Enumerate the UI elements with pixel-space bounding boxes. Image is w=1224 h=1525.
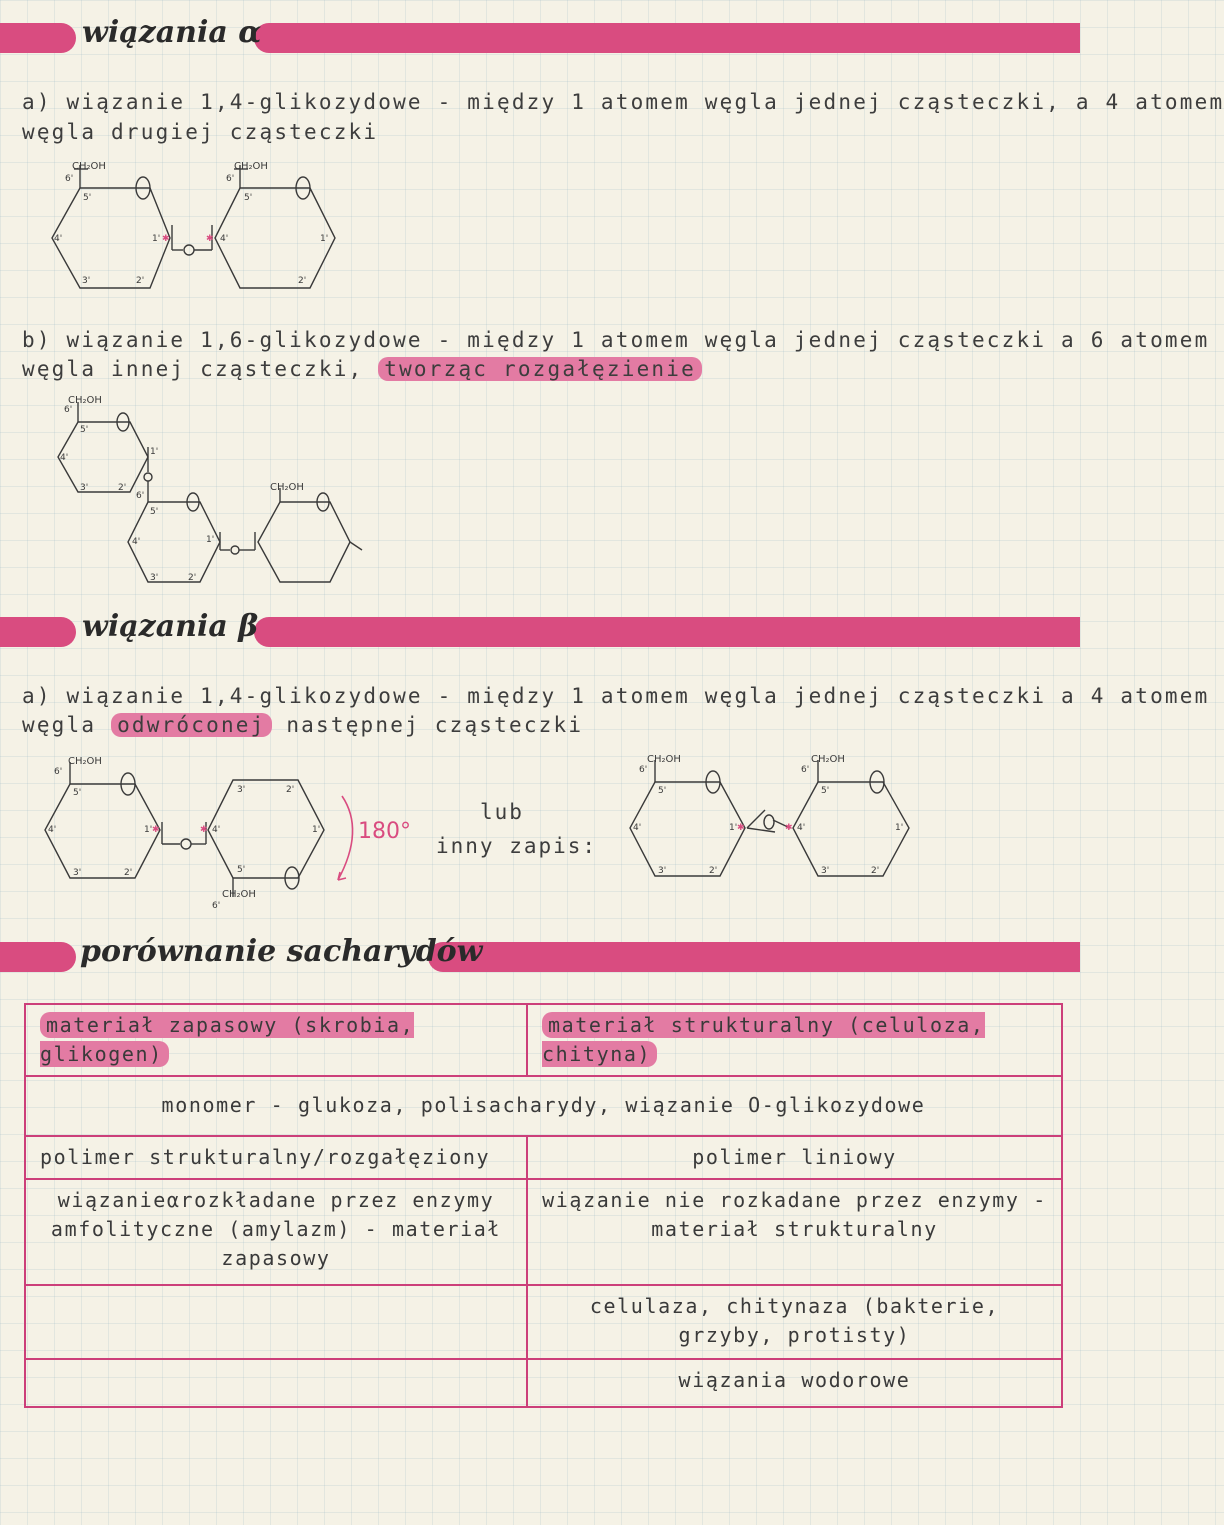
table-cell: [25, 1285, 527, 1359]
rotation-label: 180°: [358, 819, 411, 844]
alpha-a-line1: a) wiązanie 1,4-glikozydowe - między 1 atomem węgla jednej cząsteczki, a 4 atomem: [22, 90, 1224, 114]
beta-a-highlight: odwróconej: [111, 713, 271, 737]
svg-text:3': 3': [658, 866, 667, 876]
table-row: [25, 1179, 1062, 1285]
alpha-a-line2: węgla drugiej cząsteczki: [22, 120, 379, 144]
svg-text:CH₂OH: CH₂OH: [811, 754, 845, 765]
svg-text:3': 3': [80, 483, 89, 493]
table-row: [25, 1004, 1062, 1076]
svg-text:✱: ✱: [737, 823, 745, 833]
table-cell-monomer: monomer - glukoza, polisacharydy, wiązanie O-glikozydowe: [25, 1076, 1062, 1136]
ch2oh-label: CH₂OH: [72, 161, 106, 172]
svg-text:3': 3': [82, 276, 91, 286]
table-header-right: materiał strukturalny (celuloza, chityna): [527, 1004, 1062, 1076]
section-heading-alpha: wiązania α: [82, 15, 262, 50]
svg-text:4': 4': [48, 825, 57, 835]
svg-text:CH₂OH: CH₂OH: [68, 756, 102, 767]
svg-text:5': 5': [237, 865, 246, 875]
svg-text:5': 5': [80, 425, 89, 435]
svg-text:4': 4': [212, 825, 221, 835]
svg-text:1': 1': [312, 825, 321, 835]
svg-text:2': 2': [188, 573, 197, 583]
svg-text:✱: ✱: [785, 823, 793, 833]
svg-text:3': 3': [237, 785, 246, 795]
svg-text:CH₂OH: CH₂OH: [234, 161, 268, 172]
svg-text:3': 3': [73, 868, 82, 878]
beta-a-line2-pre: węgla: [22, 713, 97, 737]
svg-text:6': 6': [54, 767, 63, 777]
svg-text:4': 4': [132, 537, 141, 547]
svg-text:3': 3': [150, 573, 159, 583]
svg-text:CH₂OH: CH₂OH: [68, 395, 102, 406]
svg-text:1': 1': [729, 823, 738, 833]
svg-text:✱: ✱: [206, 234, 214, 244]
table-header-left: materiał zapasowy (skrobia, glikogen): [25, 1004, 527, 1076]
alpha-b-line1: b) wiązanie 1,6-glikozydowe - między 1 atomem węgla jednej cząsteczki a 6 atomem: [22, 328, 1210, 352]
table-cell: wiązanie nie rozkadane przez enzymy - materiał strukturalny: [527, 1179, 1062, 1285]
alpha-b-line2-text: węgla innej cząsteczki,: [22, 357, 364, 381]
table-cell: polimer liniowy: [527, 1136, 1062, 1179]
svg-text:2': 2': [871, 866, 880, 876]
bond-asterisk: ✱: [162, 234, 170, 244]
section-heading-beta: wiązania β: [82, 609, 259, 644]
table-cell: wiązania wodorowe: [527, 1359, 1062, 1407]
svg-text:✱: ✱: [152, 825, 160, 835]
svg-text:2': 2': [118, 483, 127, 493]
beta-a-line2-post: następnej cząsteczki: [286, 713, 584, 737]
beta-a-line1: a) wiązanie 1,4-glikozydowe - między 1 atomem węgla jednej cząsteczki a 4 atomem: [22, 684, 1210, 708]
alpha-b-highlight: tworząc rozgałęzienie: [378, 357, 702, 381]
svg-text:4': 4': [797, 823, 806, 833]
svg-text:2': 2': [286, 785, 295, 795]
table-row: [25, 1359, 1062, 1407]
alt-notation-label-1: lub: [480, 800, 524, 824]
svg-text:2': 2': [124, 868, 133, 878]
svg-text:6': 6': [136, 491, 145, 501]
svg-text:✱: ✱: [200, 825, 208, 835]
table-row: [25, 1076, 1062, 1136]
saccharide-comparison-table: [24, 1003, 1063, 1408]
svg-text:6': 6': [212, 901, 221, 911]
svg-text:2': 2': [298, 276, 307, 286]
svg-text:2': 2': [136, 276, 145, 286]
beta-a-line2: [22, 713, 583, 737]
svg-text:5': 5': [150, 507, 159, 517]
svg-text:1': 1': [320, 234, 329, 244]
beta-alt-notation-diagram: [625, 750, 925, 890]
svg-text:1': 1': [206, 535, 215, 545]
svg-text:5': 5': [73, 788, 82, 798]
section-banner-beta: [0, 609, 1080, 647]
svg-text:CH₂OH: CH₂OH: [222, 889, 256, 900]
svg-text:6': 6': [801, 765, 810, 775]
svg-text:4': 4': [60, 453, 69, 463]
table-row: [25, 1136, 1062, 1179]
alt-notation-label-2: inny zapis:: [436, 834, 598, 858]
table-cell: polimer strukturalny/rozgałęziony: [25, 1136, 527, 1179]
svg-text:1': 1': [152, 234, 161, 244]
svg-text:1': 1': [144, 825, 153, 835]
svg-text:6': 6': [639, 765, 648, 775]
alpha-b-line2: [22, 357, 702, 381]
svg-text:6': 6': [65, 174, 74, 184]
svg-text:1': 1': [150, 447, 159, 457]
svg-text:4': 4': [633, 823, 642, 833]
alpha-14-glycosidic-diagram: [40, 155, 350, 295]
svg-text:4': 4': [220, 234, 229, 244]
svg-text:5': 5': [821, 786, 830, 796]
svg-text:CH₂OH: CH₂OH: [270, 482, 304, 493]
table-cell: wiązanieαrozkładane przez enzymy amfolityczne (amylazm) - materiał zapasowy: [25, 1179, 527, 1285]
beta-14-glycosidic-diagram: [40, 752, 420, 912]
svg-text:5': 5': [83, 193, 92, 203]
svg-text:6': 6': [226, 174, 235, 184]
section-heading-compare: porównanie sacharydów: [80, 934, 483, 969]
table-cell: [25, 1359, 527, 1407]
svg-text:5': 5': [244, 193, 253, 203]
section-banner-compare: [0, 934, 1080, 972]
table-row: [25, 1285, 1062, 1359]
svg-text:2': 2': [709, 866, 718, 876]
svg-text:6': 6': [64, 405, 73, 415]
svg-text:3': 3': [821, 866, 830, 876]
svg-text:5': 5': [658, 786, 667, 796]
svg-text:1': 1': [895, 823, 904, 833]
alpha-16-glycosidic-diagram: [50, 392, 370, 592]
svg-text:4': 4': [54, 234, 63, 244]
table-cell: celulaza, chitynaza (bakterie, grzyby, protisty): [527, 1285, 1062, 1359]
section-banner-alpha: [0, 15, 1080, 53]
svg-text:CH₂OH: CH₂OH: [647, 754, 681, 765]
